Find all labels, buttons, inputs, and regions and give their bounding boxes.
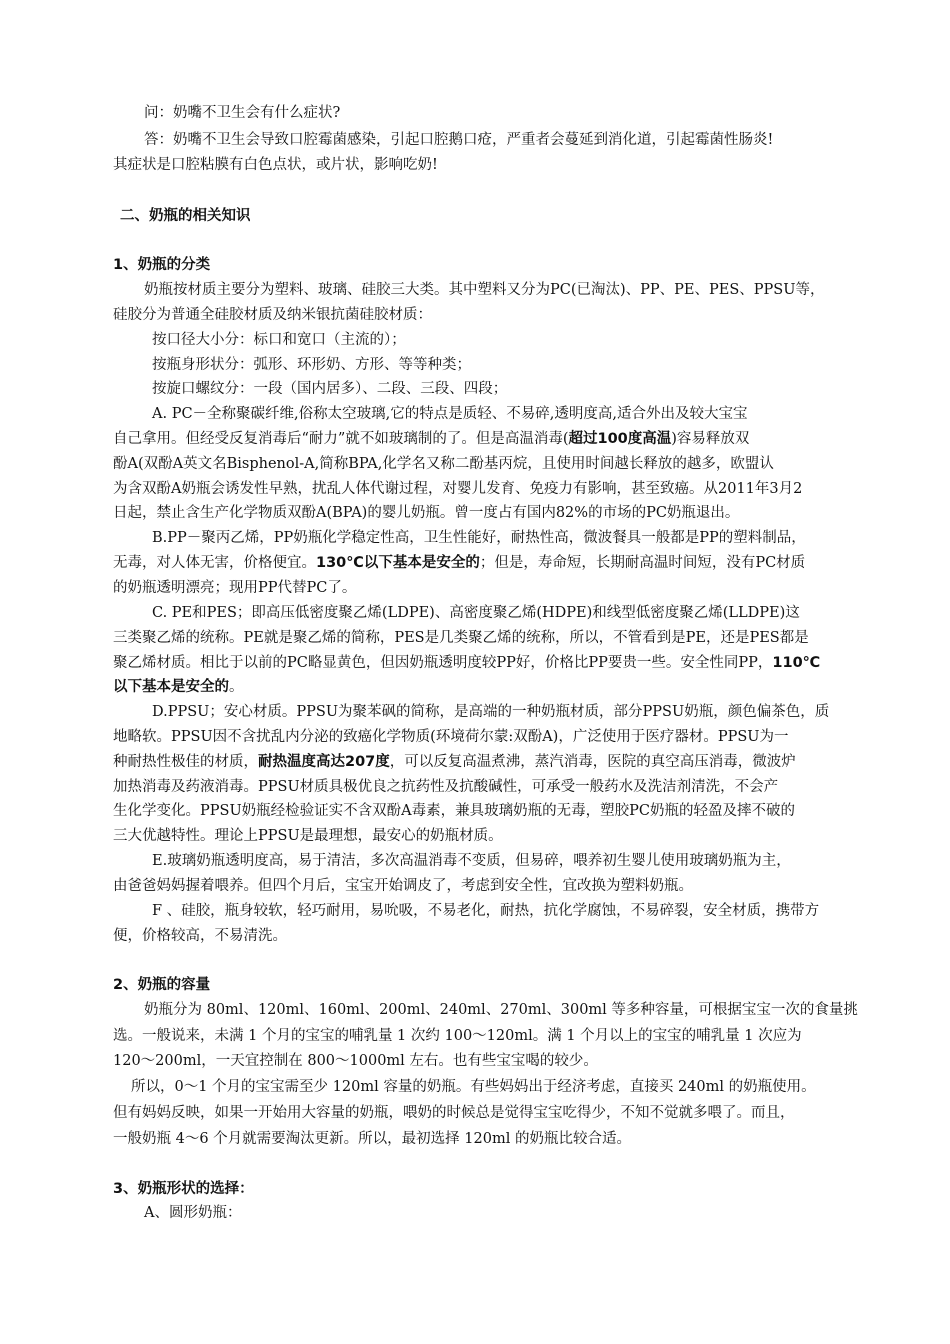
ppsu-line-1: D.PPSU；安心材质。PPSU为聚苯砜的简称，是高端的一种奶瓶材质，部分PPSU奶瓶，颜色偏茶色，质 [152,704,830,720]
text-fragment: ；但是，寿命短，长期耐高温时间短，没有PC材质 [479,555,806,571]
text-fragment: 。 [229,679,244,695]
ppsu-highlight: 耐热温度高达207度 [258,754,390,770]
text-fragment: 种耐热性极佳的材质， [113,754,258,770]
pe-line-2: 三类聚乙烯的统称。PE就是聚乙烯的简称，PES是几类聚乙烯的统称，所以，不管看到是PE，还是PES都是 [113,630,809,646]
shape-heading: 3、奶瓶形状的选择： [113,1181,254,1197]
text-fragment: ，可以反复高温煮沸，蒸汽消毒，医院的真空高压消毒，微波炉 [389,754,796,770]
qa-answer-line-2: 其症状是口腔粘膜有白色点状，或片状，影响吃奶! [113,157,438,173]
capacity-p1-line-2: 选。一般说来，未满 1 个月的宝宝的哺乳量 1 次约 100～120ml。满 1 个月以上的宝宝的哺乳量 1 次应为 [113,1028,802,1044]
qa-question: 问：奶嘴不卫生会有什么症状? [144,105,341,121]
glass-line-1: E.玻璃奶瓶透明度高，易于清洁，多次高温消毒不变质，但易碎，喂养初生婴儿使用玻璃奶瓶为主， [152,853,791,869]
shape-item-a: A、圆形奶瓶： [144,1205,242,1221]
text-fragment: )容易释放双 [671,431,750,447]
ppsu-line-5: 生化学变化。PPSU奶瓶经检验证实不含双酚A毒素，兼具玻璃奶瓶的无毒，塑胶PC奶瓶的轻盈及摔不破的 [113,803,795,819]
capacity-p2-line-2: 但有妈妈反映，如果一开始用大容量的奶瓶，喂奶的时候总是觉得宝宝吃得少，不知不觉就多喂了。而且， [113,1105,795,1121]
capacity-heading: 2、奶瓶的容量 [113,977,211,993]
pc-line-5: 日起，禁止含生产化学物质双酚A(BPA)的婴儿奶瓶。曾一度占有国内82%的市场的PC奶瓶退出。 [113,505,740,521]
pe-line-1: C. PE和PES；即高压低密度聚乙烯(LDPE)、高密度聚乙烯(HDPE)和线型低密度聚乙烯(LLDPE)这 [152,605,800,621]
capacity-p1-line-1: 奶瓶分为 80ml、120ml、160ml、200ml、240ml、270ml、300ml 等多种容量，可根据宝宝一次的食量挑 [144,1002,858,1018]
silicone-line-2: 便，价格较高，不易清洗。 [113,928,287,944]
classification-by-caliber: 按口径大小分：标口和宽口（主流的）； [152,332,406,348]
classification-intro-1: 奶瓶按材质主要分为塑料、玻璃、硅胶三大类。其中塑料又分为PC(已淘汰)、PP、PE、PES、PPSU等， [144,282,825,298]
silicone-line-1: F 、硅胶，瓶身较软，轻巧耐用，易吮吸，不易老化，耐热，抗化学腐蚀，不易碎裂，安全材质，携带方 [152,903,820,919]
pp-line-1: B.PP－聚丙乙烯，PP奶瓶化学稳定性高，卫生性能好，耐热性高，微波餐具一般都是PP的塑料制品， [152,530,806,546]
pc-highlight: 超过100度高温 [568,431,672,447]
classification-by-shape: 按瓶身形状分：弧形、环形奶、方形、等等种类； [152,357,471,373]
text-fragment: 自己拿用。但经受反复消毒后“耐力”就不如玻璃制的了。但是高温消毒( [113,431,569,447]
classification-intro-2: 硅胶分为普通全硅胶材质及纳米银抗菌硅胶材质： [113,307,432,323]
text-fragment: 聚乙烯材质。相比于以前的PC略显黄色，但因奶瓶透明度较PP好，价格比PP要贵一些。安全性同PP， [113,655,773,671]
classification-by-thread: 按旋口螺纹分：一段（国内居多）、二段、三段、四段； [152,381,508,397]
pe-line-4 [113,677,244,697]
capacity-p2-line-3: 一般奶瓶 4～6 个月就需要淘汰更新。所以，最初选择 120ml 的奶瓶比较合适。 [113,1131,631,1147]
pc-line-1: A. PC－全称聚碳纤维,俗称太空玻璃,它的特点是质轻、不易碎,透明度高,适合外出及较大宝宝 [152,406,748,422]
pp-line-2 [113,553,805,573]
pp-line-3: 的奶瓶透明漂亮；现用PP代替PC了。 [113,580,357,596]
ppsu-line-2: 地略软。PPSU因不含扰乱内分泌的致癌化学物质(环境荷尔蒙:双酚A)，广泛使用于医疗器材。PPSU为一 [113,729,789,745]
pp-highlight: 130℃以下基本是安全的 [316,555,480,571]
capacity-p1-line-3: 120～200ml，一天宜控制在 800～1000ml 左右。也有些宝宝喝的较少。 [113,1053,598,1069]
text-fragment: 无毒，对人体无害，价格便宜。 [113,555,316,571]
pe-highlight-b: 以下基本是安全的 [113,679,229,695]
ppsu-line-6: 三大优越特性。理论上PPSU是最理想，最安心的奶瓶材质。 [113,828,503,844]
ppsu-line-3 [113,752,796,772]
ppsu-line-4: 加热消毒及药液消毒。PPSU材质具极优良之抗药性及抗酸碱性，可承受一般药水及洗洁剂清洗，不会产 [113,779,779,795]
glass-line-2: 由爸爸妈妈握着喂养。但四个月后，宝宝开始调皮了，考虑到安全性，宜改换为塑料奶瓶。 [113,878,693,894]
section-title: 二、奶瓶的相关知识 [120,208,251,224]
pe-highlight-a: 110℃ [772,655,821,671]
qa-answer-line-1: 答：奶嘴不卫生会导致口腔霉菌感染，引起口腔鹅口疮，严重者会蔓延到消化道，引起霉菌性肠炎! [144,132,774,148]
pc-line-4: 为含双酚A奶瓶会诱发性早熟，扰乱人体代谢过程，对婴儿发育、免疫力有影响，甚至致癌。从2011年3月2 [113,481,803,497]
classification-heading: 1、奶瓶的分类 [113,257,211,273]
capacity-p2-line-1: 所以，0～1 个月的宝宝需至少 120ml 容量的奶瓶。有些妈妈出于经济考虑，直接买 240ml 的奶瓶使用。 [131,1079,816,1095]
pc-line-2 [113,429,749,449]
pc-line-3: 酚A(双酚A英文名Bisphenol-A,简称BPA,化学名又称二酚基丙烷，且使用时间越长释放的越多，欧盟认 [113,456,774,472]
pe-line-3 [113,653,820,673]
